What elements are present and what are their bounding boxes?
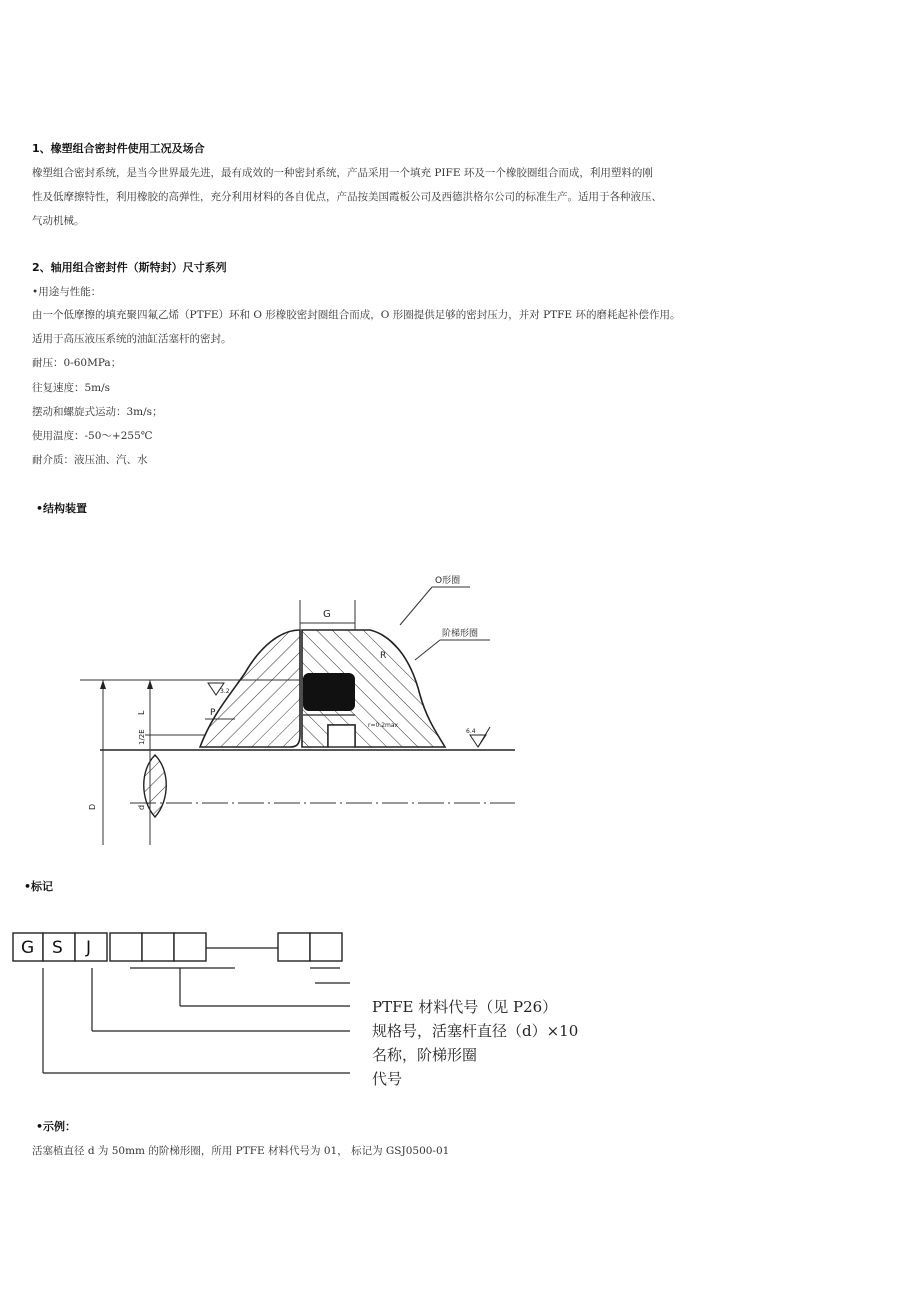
label-d-lower: d bbox=[137, 804, 146, 810]
groove-step bbox=[328, 725, 355, 747]
example-text: 活塞植直径 d 为 50mm 的阶梯形圈，所用 PTFE 材料代号为 01， 标记为 GSJ0500-01 bbox=[32, 1145, 450, 1157]
code-box-g: G bbox=[21, 938, 35, 958]
label-g: G bbox=[323, 609, 331, 620]
spec-temperature: 使用温度：-50～+255℃ bbox=[32, 430, 153, 442]
section2-heading: 2、轴用组合密封件（斯特封）尺寸系列 bbox=[32, 261, 227, 274]
label-half-e: 1/2E bbox=[138, 729, 146, 745]
label-d-upper: D bbox=[88, 803, 97, 810]
spec-speed: 往复速度：5m/s bbox=[32, 382, 111, 394]
label-o-ring: O形圈 bbox=[435, 576, 461, 586]
marking-code-diagram bbox=[10, 928, 350, 1078]
section1-para-line1: 橡塑组合密封系统，是当今世界最先进，最有成效的一种密封系统，产品采用一个填充 PIFE 环及一个橡胶圈组合而成，利用塑料的刚 bbox=[32, 167, 653, 179]
label-step-ring: 阶梯形圈 bbox=[442, 629, 479, 639]
code-box-j: J bbox=[86, 938, 92, 958]
section1-para-line2: 性及低摩擦特性，利用橡胶的高弹性，充分利用材料的各自优点，产品按美国霞板公司及西德洪格尔公司的标准生产。适用于各种液压、 bbox=[32, 191, 662, 203]
structure-heading: •结构装置 bbox=[36, 502, 88, 515]
label-l: L bbox=[137, 710, 146, 715]
section1-para-line3: 气动机械。 bbox=[32, 215, 85, 227]
label-r-max: r=0.2max bbox=[368, 722, 399, 729]
rod-section-lens bbox=[144, 755, 167, 817]
o-ring bbox=[303, 673, 355, 711]
legend-name: 名称，阶梯形圈 bbox=[372, 1046, 478, 1064]
code-box-s: S bbox=[52, 938, 63, 958]
label-roughness-left: 3.2 bbox=[220, 688, 230, 695]
description-line2: 适用于高压液压系统的油缸活塞杆的密封。 bbox=[32, 333, 232, 345]
spec-pressure: 耐压：0-60MPa； bbox=[32, 357, 122, 369]
legend-ptfe-code: PTFE 材料代号（见 P26） bbox=[372, 998, 558, 1016]
spec-rotary: 摆动和螺旋式运动：3m/s； bbox=[32, 406, 163, 418]
label-p: P bbox=[210, 708, 216, 718]
marking-heading: •标记 bbox=[24, 880, 54, 893]
spec-media: 耐介质：液压油、汽、水 bbox=[32, 454, 148, 466]
label-roughness-right: 6.4 bbox=[466, 728, 476, 735]
seal-structure-diagram bbox=[70, 555, 530, 850]
example-heading: •示例： bbox=[36, 1120, 77, 1133]
legend-size-code: 规格号，活塞杆直径（d）×10 bbox=[372, 1022, 579, 1040]
description-line1: 由一个低摩擦的填充聚四氟乙烯（PTFE）环和 O 形橡胶密封圈组合而成，O 形圈提供足够的密封压力，并对 PTFE 环的磨耗起补偿作用。 bbox=[32, 309, 681, 321]
usage-label: •用途与性能： bbox=[32, 286, 102, 298]
label-r: R bbox=[380, 651, 387, 661]
legend-code: 代号 bbox=[372, 1070, 403, 1088]
housing-left bbox=[200, 630, 300, 747]
section1-heading: 1、橡塑组合密封件使用工况及场合 bbox=[32, 142, 205, 155]
